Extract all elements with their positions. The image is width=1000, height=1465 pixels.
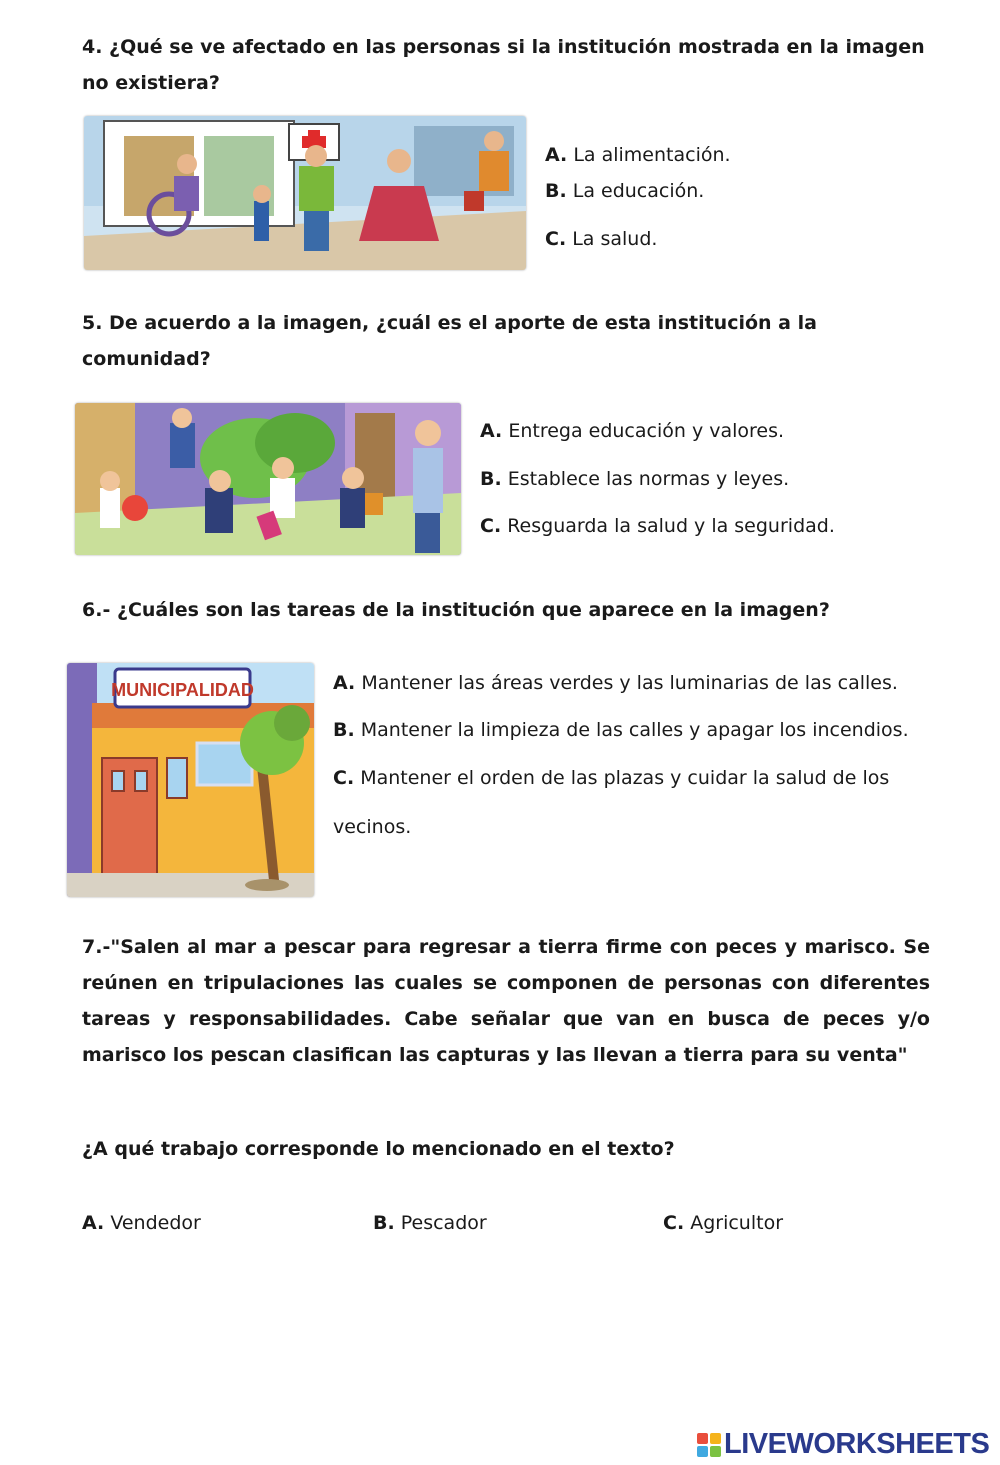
q7-option-c[interactable] xyxy=(663,1211,783,1235)
q4-option-b[interactable] xyxy=(545,179,704,203)
q7-option-b[interactable] xyxy=(373,1211,487,1235)
question-7-passage: 7.-"Salen al mar a pescar para regresar a tierra firme con peces y marisco. Se reúnen en tripulaciones las cuales se componen de personas con diferentes tareas y responsabilidades. Cabe señalar que van en busca de peces y/o marisco los pescan clasifican las capturas y las llevan a tierra para su venta" xyxy=(82,936,930,1066)
option-letter: C. xyxy=(333,767,355,789)
question-5-text: 5. De acuerdo a la imagen, ¿cuál es el aporte de esta institución a la comunidad? xyxy=(82,312,817,370)
option-text: Agricultor xyxy=(684,1212,784,1234)
hospital-illustration xyxy=(84,116,526,270)
municipality-sign-text: MUNICIPALIDAD xyxy=(111,680,254,700)
option-text: Pescador xyxy=(394,1212,487,1234)
option-letter: B. xyxy=(333,719,355,741)
option-letter: A. xyxy=(333,672,356,694)
option-letter: C. xyxy=(480,515,502,537)
option-text: La salud. xyxy=(566,228,658,250)
logo-tile xyxy=(710,1433,721,1444)
option-letter: A. xyxy=(82,1212,105,1234)
q6-option-b[interactable] xyxy=(333,718,909,742)
option-text: Mantener la limpieza de las calles y apagar los incendios. xyxy=(354,719,909,741)
option-text: La educación. xyxy=(566,180,705,202)
question-7-text: ¿A qué trabajo corresponde lo mencionado en el texto? xyxy=(82,1138,675,1160)
logo-text: LIVEWORKSHEETS xyxy=(724,1428,990,1460)
q6-option-a[interactable] xyxy=(333,671,898,695)
option-letter: A. xyxy=(480,420,503,442)
option-letter: C. xyxy=(663,1212,685,1234)
municipality-illustration xyxy=(67,663,314,897)
question-4-text: 4. ¿Qué se ve afectado en las personas si la institución mostrada en la imagen no existiera? xyxy=(82,36,925,94)
q6-option-c-continuation: vecinos. xyxy=(333,816,412,838)
option-letter: A. xyxy=(545,144,568,166)
q5-option-c[interactable] xyxy=(480,514,835,538)
q5-option-a[interactable] xyxy=(480,419,784,443)
q4-option-c[interactable] xyxy=(545,227,657,251)
q5-option-b[interactable] xyxy=(480,467,789,491)
question-6-text: 6.- ¿Cuáles son las tareas de la institución que aparece en la imagen? xyxy=(82,599,830,621)
option-text: Resguarda la salud y la seguridad. xyxy=(501,515,835,537)
option-text: Establece las normas y leyes. xyxy=(501,468,790,490)
q4-option-a[interactable] xyxy=(545,143,731,167)
logo-tile xyxy=(710,1446,721,1457)
q6-option-c[interactable] xyxy=(333,766,889,790)
option-text: Vendedor xyxy=(104,1212,201,1234)
option-text: La alimentación. xyxy=(567,144,731,166)
school-illustration xyxy=(75,403,461,555)
option-text: Mantener el orden de las plazas y cuidar la salud de los xyxy=(354,767,890,789)
option-letter: B. xyxy=(545,180,567,202)
liveworksheets-logo xyxy=(697,1428,989,1461)
option-text: Mantener las áreas verdes y las luminarias de las calles. xyxy=(355,672,898,694)
logo-tiles-icon xyxy=(697,1433,721,1457)
q7-option-a[interactable] xyxy=(82,1211,201,1235)
option-letter: B. xyxy=(373,1212,395,1234)
option-letter: B. xyxy=(480,468,502,490)
logo-tile xyxy=(697,1446,708,1457)
option-text: Entrega educación y valores. xyxy=(502,420,785,442)
option-letter: C. xyxy=(545,228,567,250)
logo-tile xyxy=(697,1433,708,1444)
